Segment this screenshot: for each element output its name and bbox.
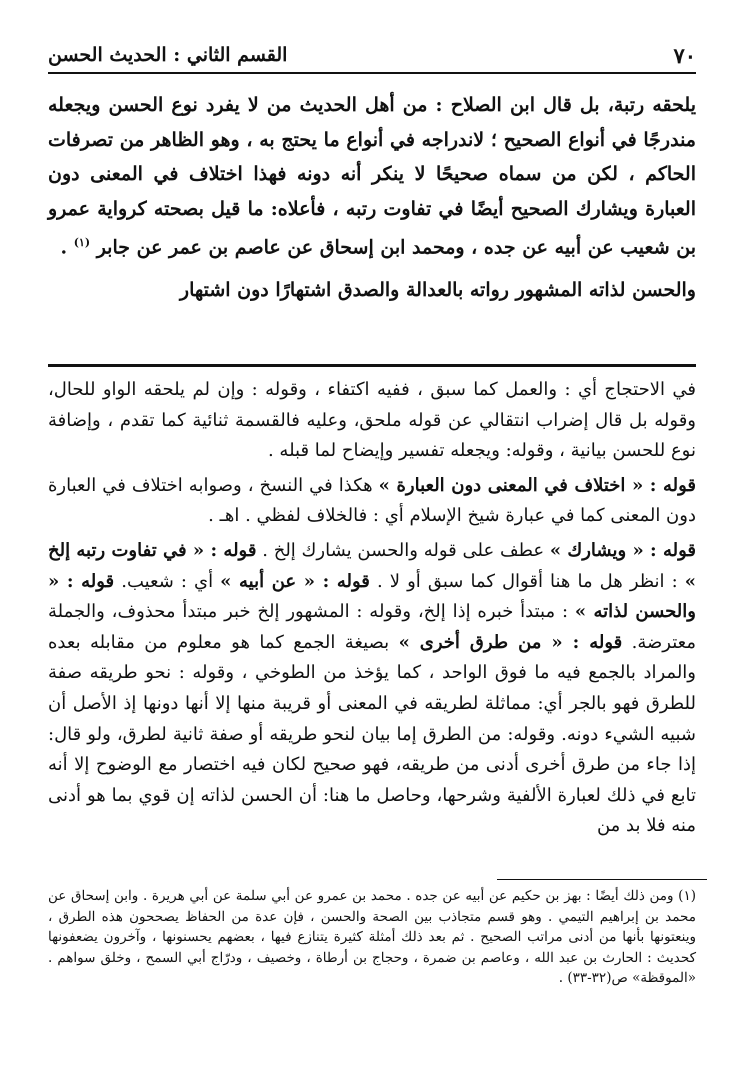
commentary-lemma: قوله : « والحسن لذاته »: [48, 570, 696, 623]
commentary-lemma: قوله : « اختلاف في المعنى دون العبارة »: [378, 474, 696, 496]
page-number: ٧٠: [673, 42, 696, 68]
main-paragraph-2: والحسن لذاته المشهور رواته بالعدالة والصدق اشتهارًا دون اشتهار: [179, 278, 696, 301]
footnote-reference[interactable]: (١): [73, 236, 91, 249]
commentary: [48, 375, 696, 842]
commentary-paragraph-3: قوله : « ويشارك » عطف على قوله والحسن يشارك إلخ . قوله : « في تفاوت رتبه إلخ » : انظر هل ما هنا أقوال كما سبق أو لا . قوله : « عن أبيه » أي : شعيب. قوله : « والحسن لذاته » : مبتدأ خبره إذا إلخ، وقوله : المشهور إلخ خبر مبتدأ محذوف، والجملة معترضة. قوله : « من طرق أخرى » بصيغة الجمع كما هو معلوم من مقابله بعده والمراد بالجمع فيه ما فوق الواحد ، كما يؤخذ من الطوخي ، وقوله : نحو طريقه صفة للطرق فهو بالجر أي: مماثلة لطريقه في المعنى أو قريبة منها إلا أنها دونها إذ الأصل أن شبيه الشيء دونه. وقوله: من الطرق إما بيان لنحو طريقه أو صفة ثانية لطرق، ولو قال: إذا جاء من طرق أخرى أدنى من طريقه، فهو صحيح لكان فيه اختصار مع الوضوح إلا أنه تابع في ذلك لعبارة الألفية وشرحها، وحاصل ما هنا: أن الحسن لذاته إن قوي بما هو أدنى منه فلا بد من: [48, 539, 696, 837]
text-commentary-divider: [48, 364, 696, 367]
commentary-lemma: قوله : « في تفاوت رتبه إلخ »: [48, 539, 696, 592]
main-text: [48, 88, 696, 307]
main-paragraph-1: يلحقه رتبة، بل قال ابن الصلاح : من أهل الحديث من لا يفرد نوع الحسن ويجعله مندرجًا في أنواع الصحيح ؛ لاندراجه في أنواع ما يحتج به ، وهو الظاهر من تصرفات الحاكم ، لكن من سماه صحيحًا لا ينكر أنه دونه فهذا اختلاف في المعنى دون العبارة ويشارك الصحيح أيضًا في تفاوت رتبه ، فأعلاه: ما قيل بصحته كرواية عمرو بن شعيب عن أبيه عن جده ، ومحمد ابن إسحاق عن عاصم بن عمر عن جابر $^{(١)}$ .: [48, 94, 696, 259]
commentary-lemma: قوله : « عن أبيه »: [220, 570, 370, 592]
footnote-1: [48, 886, 696, 989]
footnote-marker: (١): [678, 888, 696, 904]
footnote-text: ومن ذلك أيضًا : بهز بن حكيم عن أبيه عن جده . محمد بن عمرو عن أبي سلمة عن أبي هريرة . وابن إسحاق عن محمد بن إبراهيم التيمي . وهو قسم متجاذب بين الصحة والحسن ، فإن عدة من الحفاظ يصححون هذه الطرق ، وينعتونها بأنها من أدنى مراتب الصحيح . ثم بعد ذلك أمثلة كثيرة يتنازع فيها ، بعضهم يحسنونها ، وآخرون يضعفونها كحديث : الحارث بن عبد الله ، وعاصم بن ضمرة ، وحجاج بن أرطاة ، وخصيف ، ودرّاج أبي السمح ، وخلق سواهم . «الموقظة» ص(٣٢-٣٣) .: [48, 888, 696, 986]
footnotes: [48, 886, 696, 989]
commentary-lemma: قوله : « من طرق أخرى »: [398, 631, 623, 653]
page-header: [48, 38, 696, 74]
footnote-divider: [497, 879, 707, 880]
commentary-lemma: قوله : « ويشارك »: [549, 539, 696, 561]
running-title: القسم الثاني : الحديث الحسن: [48, 44, 288, 66]
commentary-paragraph-2: قوله : « اختلاف في المعنى دون العبارة » هكذا في النسخ ، وصوابه اختلاف في العبارة دون المعنى كما في عبارة شيخ الإسلام أي : فالخلاف لفظي . اهـ .: [48, 474, 696, 527]
commentary-paragraph-1: في الاحتجاج أي : والعمل كما سبق ، ففيه اكتفاء ، وقوله : وإن لم يلحقه الواو للحال، وقوله بل قال إضراب انتقالي عن قوله ملحق، وعليه فالقسمة ثنائية كما تقدم ، وإضافة نوع للحسن بيانية ، وقوله: ويجعله تفسير وإيضاح لما قبله .: [48, 379, 696, 462]
